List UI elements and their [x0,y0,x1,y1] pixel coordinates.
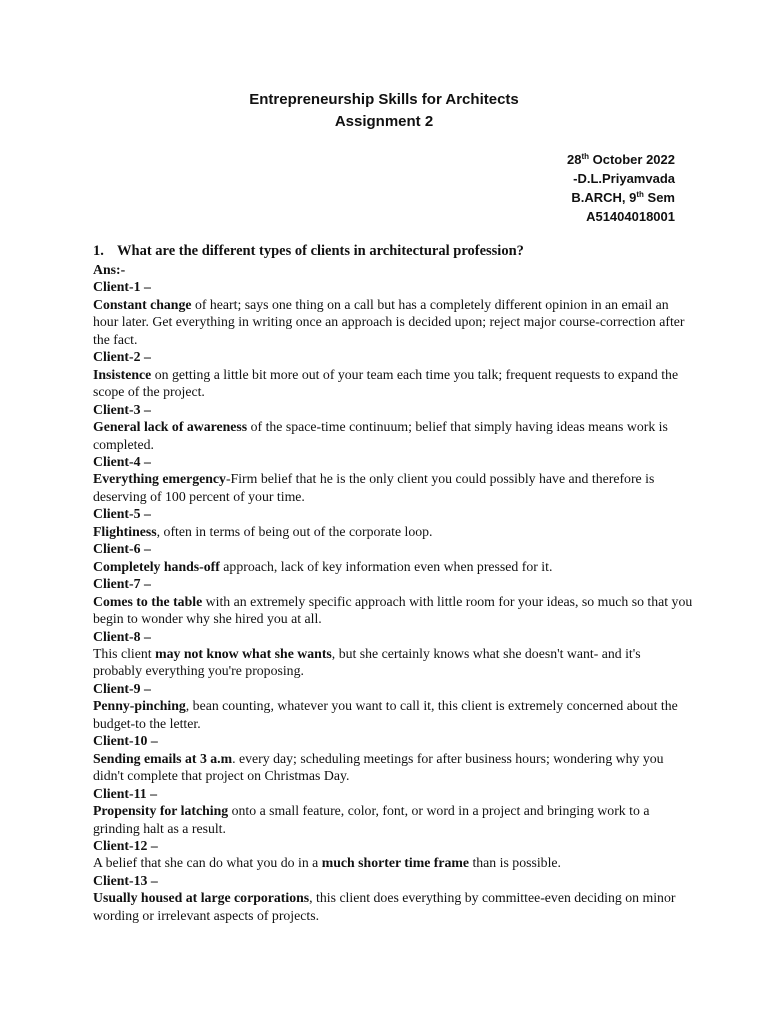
question-heading [93,242,693,260]
submission-date: 28th October 2022 [566,152,675,167]
client-heading: Client-6 – [93,541,151,557]
client-description: A belief that she can do what you do in a much shorter time frame than is possible. [93,855,561,871]
question-text: What are the different types of clients in architectural profession? [117,243,524,259]
client-description: Comes to the table with an extremely specific approach with little room for your ideas, so much so that you begin to wonder why she hired you at all. [93,593,693,627]
roll-number: A51404018001 [586,209,675,224]
client-description: General lack of awareness of the space-time continuum; belief that simply having ideas means work is completed. [93,419,668,452]
question-number: 1. [93,243,104,259]
client-description: Insistence on getting a little bit more out of your team each time you talk; frequent requests to expand the scope of the project. [93,366,679,400]
client-heading: Client-13 – [93,872,158,888]
client-description: Constant change of heart; says one thing on a call but has a completely different opinion in an email an hour later. Get everything in writing once an approach is decided upon; reject major course-correction after the fact. [93,296,685,347]
client-heading: Client-3 – [93,401,151,417]
client-description: Propensity for latching onto a small feature, color, font, or word in a project and bringing work to a grinding halt as a result. [93,803,650,836]
client-heading: Client-5 – [93,506,151,522]
document-title: Entrepreneurship Skills for Architects [249,91,519,108]
client-heading: Client-4 – [93,453,151,469]
client-heading: Client-12 – [93,837,158,853]
client-description: Completely hands-off approach, lack of key information even when pressed for it. [93,558,553,574]
client-description: This client may not know what she wants, but she certainly knows what she doesn't want- and it's probably everything you're proposing. [93,645,641,679]
client-heading: Client-2 – [93,349,151,365]
client-description: Everything emergency-Firm belief that he is the only client you could possibly have and therefore is deserving of 100 percent of your time. [93,471,655,504]
client-heading: Client-8 – [93,628,151,644]
client-description: Penny-pinching, bean counting, whatever you want to call it, this client is extremely concerned about the budget-to the letter. [93,698,678,731]
client-heading: Client-1 – [93,279,151,295]
author-name: -D.L.Priyamvada [573,171,675,186]
assignment-title: Assignment 2 [334,113,434,130]
client-heading: Client-7 – [93,576,151,592]
client-heading: Client-11 – [93,785,157,801]
client-description: Usually housed at large corporations, this client does everything by committee-even deciding on minor wording or irrelevant aspects of projects. [93,890,676,923]
answer-label: Ans:- [93,262,126,277]
client-description: Sending emails at 3 a.m. every day; scheduling meetings for after business hours; wondering why you didn't complete that project on Christmas Day. [93,750,664,784]
course-info: B.ARCH, 9th Sem [571,190,675,205]
client-heading: Client-9 – [93,680,151,696]
answer-body [93,261,693,924]
client-heading: Client-10 – [93,733,158,749]
client-description: Flightiness, often in terms of being out of the corporate loop. [93,523,433,539]
